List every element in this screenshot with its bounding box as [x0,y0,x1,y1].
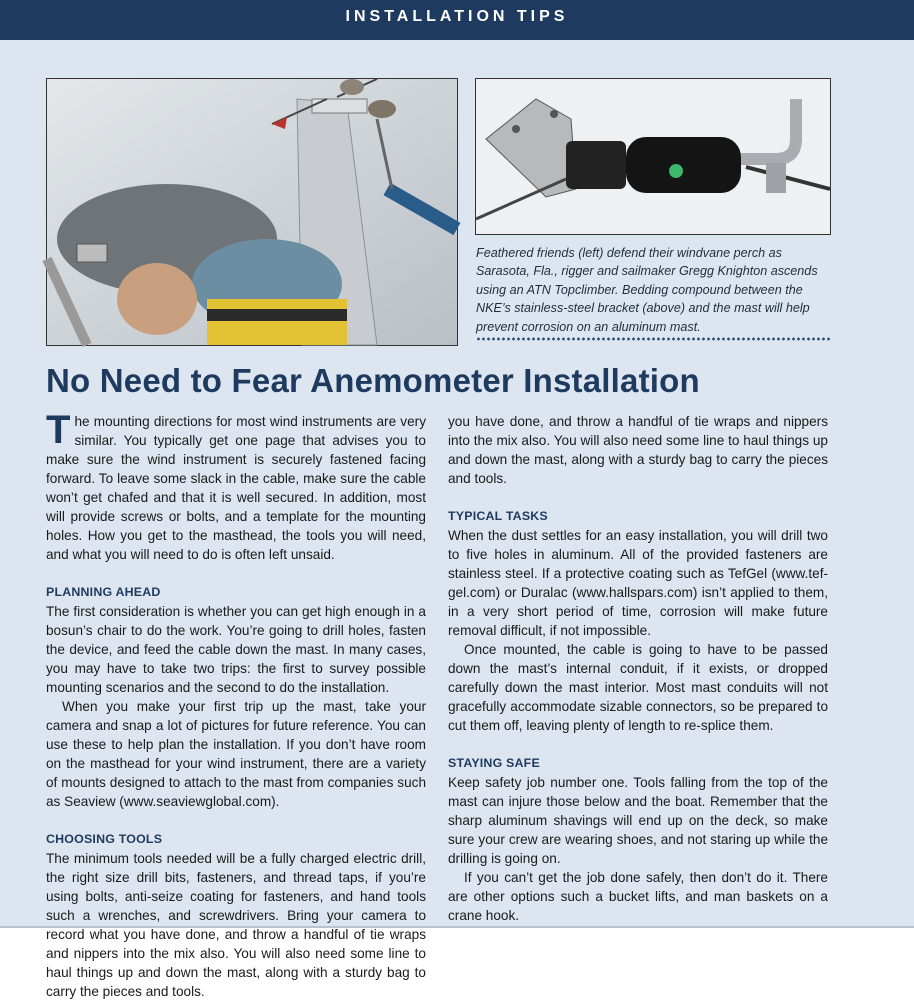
bracket-photo [475,78,831,235]
tasks-paragraph-1: When the dust settles for an easy installation, you will drill two to five holes in aluminum. All of the provided fasteners are stainless steel. If a protective coating such as TefGel (www.tef-gel.com) or Duralac (www.hallspars.com) isn’t applied to them, in a very short period of time, corrosion will make future removal difficult, if not impossible. [448,528,828,638]
heading-tasks: TYPICAL TASKS [448,509,548,523]
dotted-divider [476,336,832,342]
tools-paragraph-continued: you have done, and throw a handful of tie wraps and nippers into the mix also. You will also need some line to haul things up and down the mast, along with a sturdy bag to carry the pieces and tools. [448,414,828,486]
photo-caption: Feathered friends (left) defend their windvane perch as Sarasota, Fla., rigger and sailmaker Gregg Knighton ascends using an ATN Topclimber. Bedding compound between the NKE’s stainless-steel bracket (above) and the mast will help prevent corrosion on an aluminum mast. [476,246,818,334]
planning-paragraph-2: When you make your first trip up the mast, take your camera and snap a lot of pictures for future reference. You can use these to help plan the installation. If you don’t have room on the masthead for your wind instrument, there are a variety of mounts designed to attach to the mast from companies such as Seaview (www.seaviewglobal.com). [46,699,426,809]
tasks-paragraph-2: Once mounted, the cable is going to have to be passed down the mast’s internal conduit, if it exists, or dropped carefully down the mast interior. Most mast conduits will not gracefully accommodate sizable connectors, so be prepared to cut them off, leaving plenty of length to re-splice them. [448,642,828,733]
bracket-illustration [476,79,830,234]
article-column-right [448,412,828,925]
article-title: No Need to Fear Anemometer Installation [46,362,700,399]
safe-paragraph-2: If you can’t get the job done safely, then don’t do it. There are other options such a bucket lifts, and man baskets on a crane hook. [448,870,828,923]
rigger-illustration [47,79,457,345]
heading-safe: STAYING SAFE [448,756,540,770]
intro-paragraph [46,408,426,564]
tools-paragraph-1: The minimum tools needed will be a fully charged electric drill, the right size drill bits, fasteners, and thread taps, if you’re using bolts, anti-seize coating for fasteners, and hand tools such a wrenches, and screwdrivers. Bring your camera to record what you have done, and throw a handful of tie wraps and nippers into the mix also. You will also need some line to haul things up and down the mast, along with a sturdy bag to carry the pieces and tools. [46,851,426,999]
safe-paragraph-1: Keep safety job number one. Tools falling from the top of the mast can injure those below and the boat. Remember that the sharp aluminum shavings will end up on the deck, so make sure your crew are wearing shoes, and not staring up while the drilling is going on. [448,775,828,866]
rigger-photo [46,78,458,346]
heading-tools: CHOOSING TOOLS [46,832,163,846]
heading-planning: PLANNING AHEAD [46,585,161,599]
intro-text: he mounting directions for most wind instruments are very similar. You typically get one page that advises you to make sure the wind instrument is securely fastened facing forward. To leave some slack in the cable, make sure the cable won’t get chafed and that it is well secured. In addition, most will provide screws or bolts, and a template for the mounting holes. How you get to the masthead, the tools you will need, and what you will need to do is often left unsaid. [46,414,426,562]
drop-cap: T [46,408,71,452]
banner-label: INSTALLATION TIPS [345,8,569,25]
planning-paragraph-1: The first consideration is whether you can get high enough in a bosun’s chair to do the work. You’re going to drill holes, fasten the device, and feed the cable down the mast. In many cases, you may have to take two trips: the first to survey possible mounting scenarios and the second to do the installation. [46,604,426,695]
section-banner [0,0,914,40]
article-column-left [46,408,426,999]
